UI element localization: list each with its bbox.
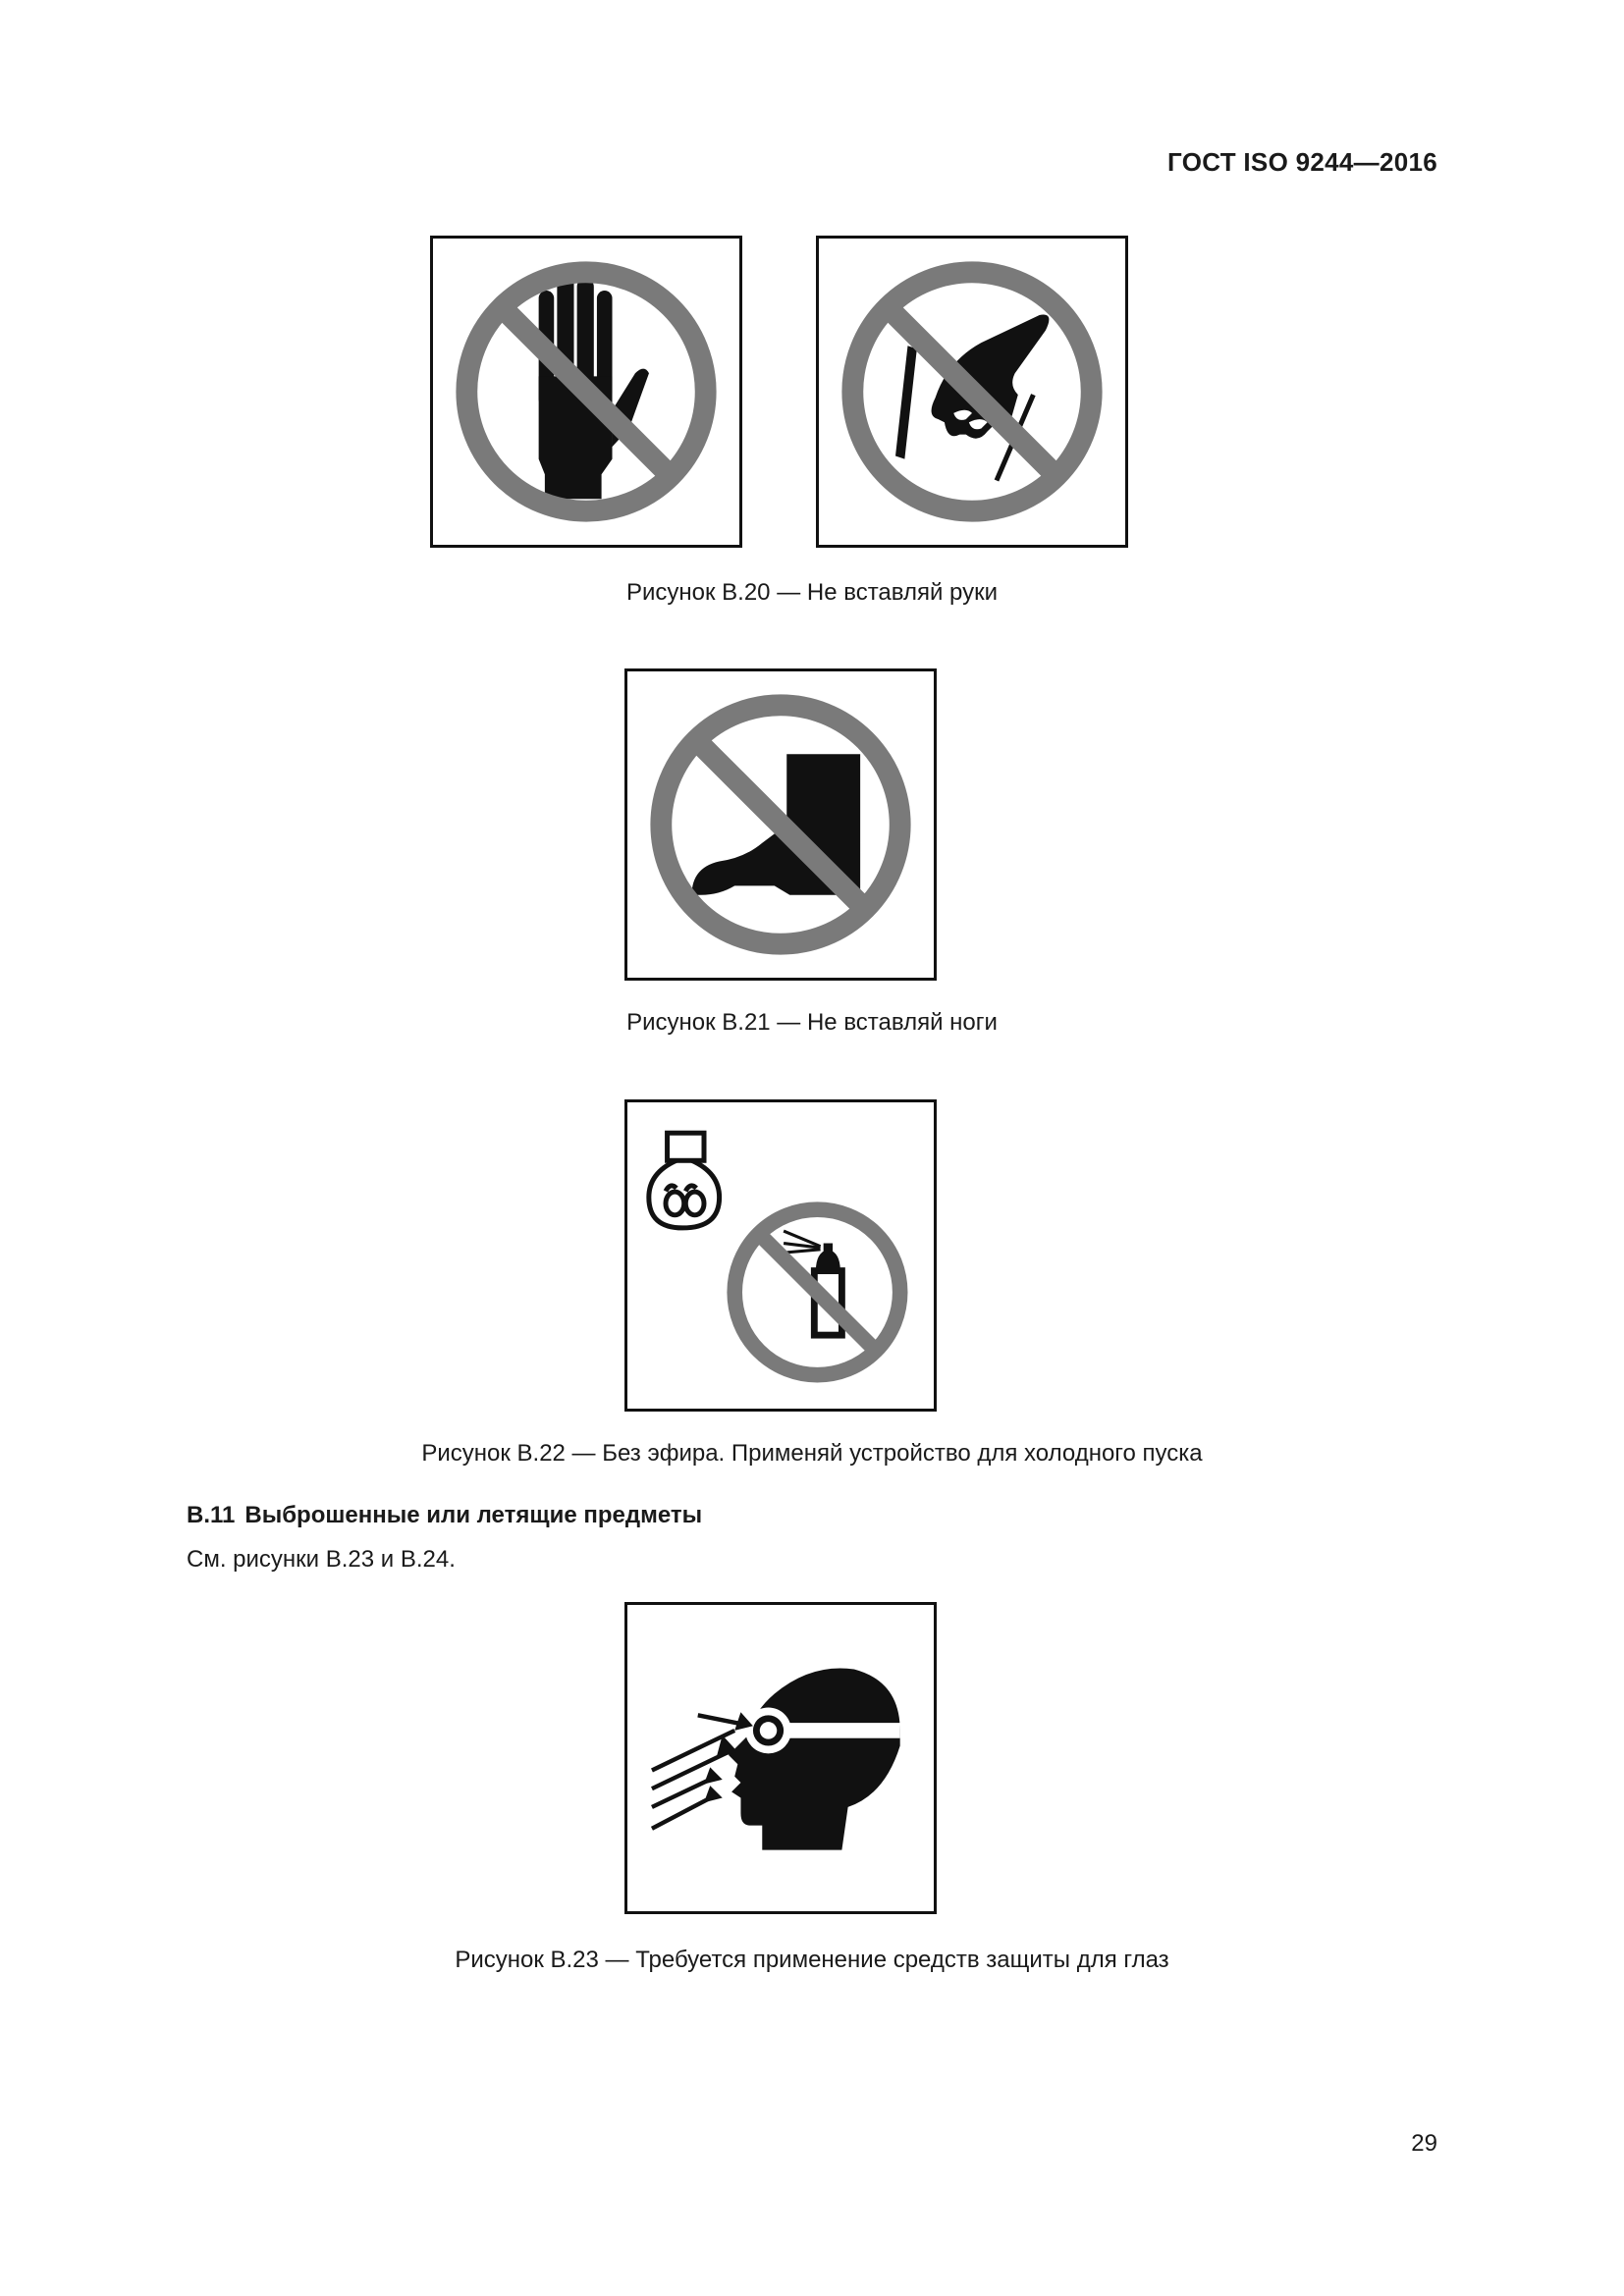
reaching-hand-prohibition-icon — [819, 239, 1125, 545]
eye-protection-sign — [624, 1602, 937, 1914]
figure-b22-caption: Рисунок B.22 — Без эфира. Применяй устройство для холодного пуска — [421, 1440, 1203, 1467]
no-ether-sign — [624, 1099, 937, 1412]
figure-b20-caption: Рисунок B.20 — Не вставляй руки — [625, 579, 999, 606]
figure-b21-caption: Рисунок B.21 — Не вставляй ноги — [626, 1009, 998, 1036]
no-hands-sign-raised-hand — [430, 236, 742, 548]
section-title-text: Выброшенные или летящие предметы — [244, 1502, 703, 1528]
section-body-text: См. рисунки B.23 и B.24. — [187, 1546, 456, 1573]
document-header: ГОСТ ISO 9244—2016 — [1167, 147, 1437, 177]
cold-start-device-icon — [649, 1133, 720, 1228]
section-number: B.11 — [187, 1502, 236, 1528]
no-hands-sign-reaching-hand — [816, 236, 1128, 548]
boot-prohibition-icon — [627, 671, 934, 978]
no-feet-sign — [624, 668, 937, 981]
section-heading — [187, 1502, 702, 1529]
raised-hand-prohibition-icon — [433, 239, 739, 545]
eye-protection-head-icon — [627, 1605, 934, 1911]
figure-b23-caption: Рисунок B.23 — Требуется применение средств защиты для глаз — [455, 1947, 1169, 1973]
page-number: 29 — [1411, 2130, 1437, 2157]
no-ether-cold-start-icon — [627, 1102, 934, 1409]
